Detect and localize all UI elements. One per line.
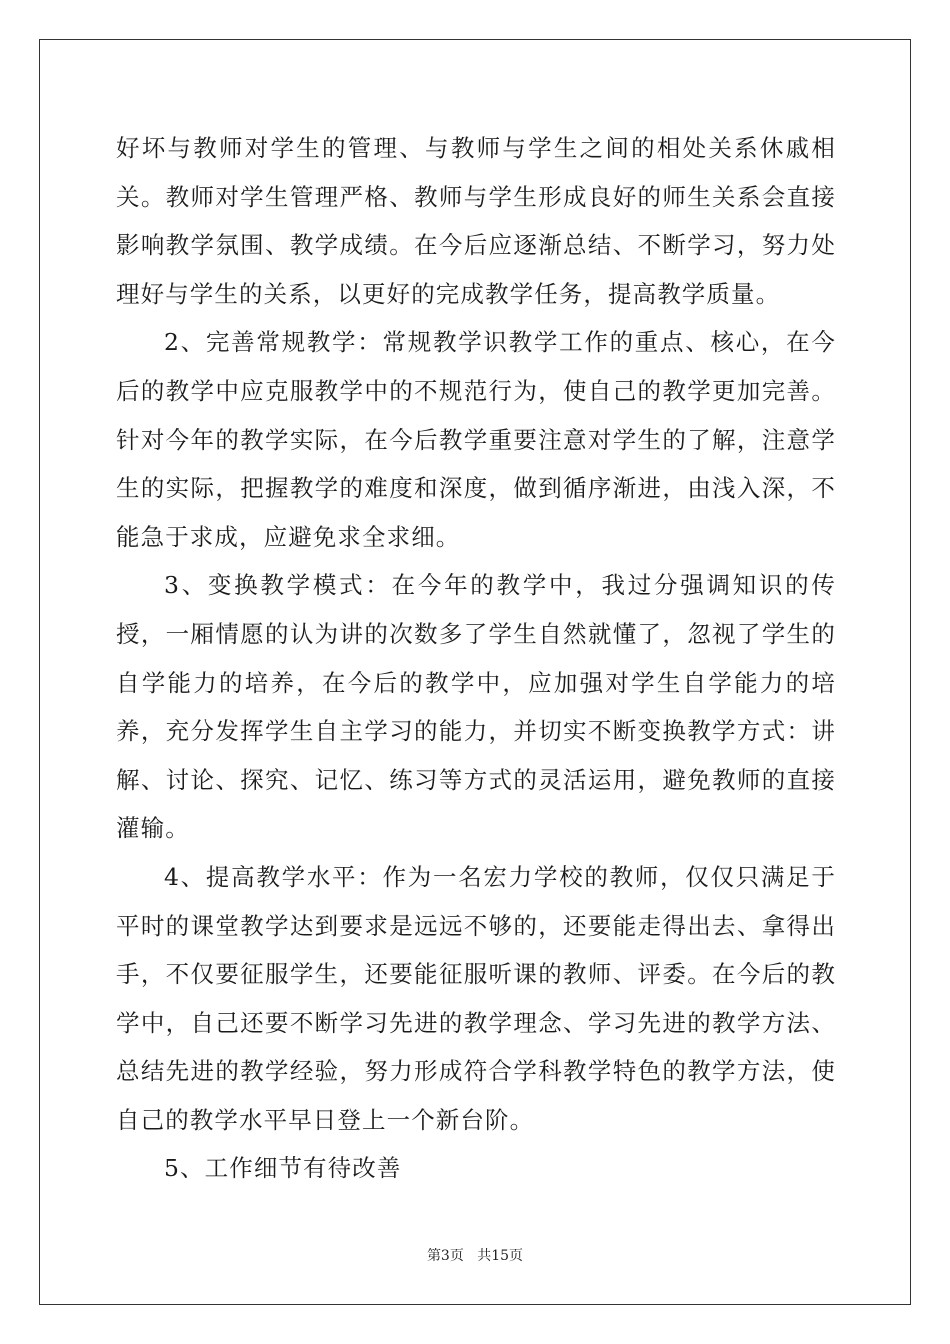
document-body [116, 124, 836, 1193]
page-number: 第3页 [426, 1248, 464, 1264]
page-total: 共15页 [477, 1248, 524, 1264]
paragraph-5: 5、工作细节有待改善 [164, 1154, 402, 1183]
paragraph-1: 好坏与教师对学生的管理、与教师与学生之间的相处关系休戚相关。教师对学生管理严格、教师与学生形成良好的师生关系会直接影响教学氛围、教学成绩。在今后应逐渐总结、不断学习，努力处理好与学生的关系，以更好的完成教学任务，提高教学质量。 [116, 134, 836, 308]
paragraph-2: 2、完善常规教学：常规教学识教学工作的重点、核心，在今后的教学中应克服教学中的不规范行为，使自己的教学更加完善。针对今年的教学实际，在今后教学重要注意对学生的了解，注意学生的实际，把握教学的难度和深度，做到循序渐进，由浅入深，不能急于求成，应避免求全求细。 [116, 328, 836, 551]
paragraph-3: 3、变换教学模式：在今年的教学中，我过分强调知识的传授，一厢情愿的认为讲的次数多了学生自然就懂了，忽视了学生的自学能力的培养，在今后的教学中，应加强对学生自学能力的培养，充分发挥学生自主学习的能力，并切实不断变换教学方式：讲解、讨论、探究、记忆、练习等方式的灵活运用，避免教师的直接灌输。 [116, 571, 836, 843]
page-footer [0, 1247, 950, 1265]
paragraph-4: 4、提高教学水平：作为一名宏力学校的教师，仅仅只满足于平时的课堂教学达到要求是远远不够的，还要能走得出去、拿得出手，不仅要征服学生，还要能征服听课的教师、评委。在今后的教学中，自己还要不断学习先进的教学理念、学习先进的教学方法、总结先进的教学经验，努力形成符合学科教学特色的教学方法，使自己的教学水平早日登上一个新台阶。 [116, 862, 836, 1134]
